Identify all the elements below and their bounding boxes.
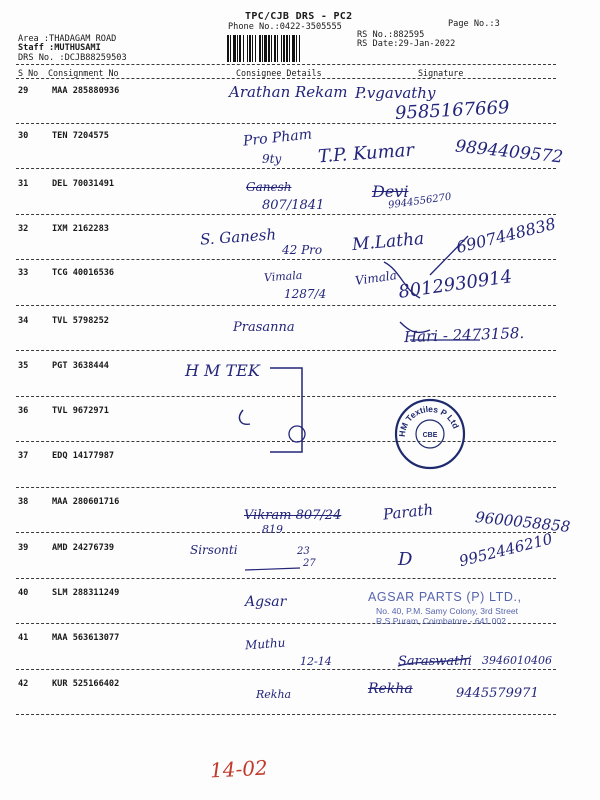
handwritten-date: 14-02 — [209, 755, 269, 783]
barcode-bar — [286, 35, 288, 62]
handwritten-number: 27 — [303, 558, 316, 569]
serial-number: 36 — [18, 406, 29, 416]
rs-date: RS Date:29-Jan-2022 — [357, 39, 456, 49]
page-number: Page No.:3 — [448, 19, 500, 29]
row-divider — [16, 532, 556, 533]
row-divider — [16, 487, 556, 488]
stamp-address-line: R.S.Puram, Coimbatore - 641 002 — [376, 616, 506, 626]
consignment-number: AMD 24276739 — [52, 543, 115, 553]
table-row — [0, 403, 600, 454]
consignment-number: TCG 40016536 — [52, 268, 115, 278]
handwritten-name: Rekha — [256, 688, 292, 701]
handwritten-name: Arathan Rekam — [229, 83, 348, 101]
handwritten-phone: 3946010406 — [482, 654, 552, 667]
handwritten-phone: 8012930914 — [397, 266, 514, 303]
barcode-bar — [237, 35, 238, 62]
barcode-bar — [230, 35, 231, 62]
serial-number: 34 — [18, 316, 29, 326]
handwritten-name: Sirsonti — [190, 543, 238, 557]
barcode-bar — [268, 35, 270, 62]
consignment-number: TVL 9672971 — [52, 406, 109, 416]
handwritten-signature: Vimala — [354, 268, 398, 288]
serial-number: 37 — [18, 451, 29, 461]
company-seal — [393, 397, 467, 471]
handwritten-phone: 9952446210 — [457, 529, 555, 571]
handwritten-name: Muthu — [244, 635, 286, 653]
seal-text: HM Textiles P Ltd — [396, 403, 462, 438]
handwritten-signature: Rekha — [368, 681, 413, 697]
barcode-bar — [252, 35, 253, 62]
sheet-title: TPC/CJB DRS - PC2 — [245, 11, 353, 22]
area-label: Area :THADAGAM ROAD — [18, 34, 117, 44]
handwritten-signature: Hari - 2473158. — [403, 323, 525, 347]
serial-number: 29 — [18, 86, 29, 96]
barcode-bar — [227, 35, 229, 62]
serial-number: 38 — [18, 497, 29, 507]
barcode-bar — [281, 35, 282, 62]
row-divider — [16, 305, 556, 306]
table-row — [0, 451, 600, 499]
serial-number: 35 — [18, 361, 29, 371]
consignment-number: EDQ 14177987 — [52, 451, 115, 461]
handwritten-name: Prasanna — [233, 320, 295, 335]
handwritten-name: Pro Pham — [242, 126, 313, 150]
barcode-bar — [289, 35, 290, 62]
handwritten-signature: Devi — [372, 182, 409, 201]
col-signature: Signature — [418, 68, 464, 78]
serial-number: 32 — [18, 224, 29, 234]
phone-number: Phone No.:0422-3505555 — [228, 22, 342, 32]
handwritten-number: 23 — [297, 546, 310, 557]
consignment-number: MAA 563613077 — [52, 633, 120, 643]
barcode-bar — [271, 35, 272, 62]
serial-number: 39 — [18, 543, 29, 553]
serial-number: 41 — [18, 633, 29, 643]
handwritten-signature: D — [398, 549, 413, 570]
handwritten-signature: Saraswathi — [398, 654, 472, 669]
handwritten-number: 807/1841 — [262, 198, 325, 213]
row-divider — [16, 578, 556, 579]
handwritten-name: Vimala — [263, 268, 303, 285]
barcode-bar — [239, 35, 241, 62]
serial-number: 31 — [18, 179, 29, 189]
handwritten-signature: P.vgavathy — [355, 84, 436, 102]
rs-number: RS No.:882595 — [357, 30, 425, 40]
row-divider — [16, 214, 556, 215]
handwritten-number: 42 Pro — [282, 243, 323, 257]
serial-number: 33 — [18, 268, 29, 278]
serial-number: 40 — [18, 588, 29, 598]
barcode-bar — [283, 35, 285, 62]
barcode-bar — [296, 35, 297, 62]
handwritten-name: Ganesh — [246, 180, 292, 194]
row-divider — [16, 669, 556, 670]
barcode-bar — [233, 35, 236, 62]
serial-number: 30 — [18, 131, 29, 141]
handwritten-number: 819 — [262, 523, 283, 536]
handwritten-phone: 9585167669 — [394, 97, 511, 124]
handwritten-number: 1287/4 — [284, 287, 327, 301]
serial-number: 42 — [18, 679, 29, 689]
col-sno: S No — [18, 68, 39, 78]
company-stamp — [368, 590, 578, 626]
handwritten-phone: 9894409572 — [454, 136, 564, 168]
row-divider — [16, 441, 556, 442]
consignment-number: IXM 2162283 — [52, 224, 109, 234]
barcode-bar — [259, 35, 261, 62]
staff-label: Staff :MUTHUSAMI — [18, 43, 101, 53]
handwritten-signature: M.Latha — [351, 228, 425, 256]
handwritten-phone: 9944556270 — [387, 191, 453, 212]
consignment-number: PGT 3638444 — [52, 361, 109, 371]
handwritten-number: 9ty — [262, 152, 282, 166]
row-divider — [16, 396, 556, 397]
row-divider — [16, 350, 556, 351]
barcode-bar — [249, 35, 251, 62]
row-divider — [16, 123, 556, 124]
barcode-bar — [299, 35, 300, 62]
handwritten-phone: 6907448838 — [454, 213, 558, 258]
barcode-bar — [264, 35, 267, 62]
consignment-number: MAA 285880936 — [52, 86, 120, 96]
stamp-address-line: No. 40, P.M. Samy Colony, 3rd Street — [376, 606, 519, 616]
consignment-number: SLM 288311249 — [52, 588, 120, 598]
consignment-number: DEL 70031491 — [52, 179, 115, 189]
handwritten-name: Agsar — [245, 594, 287, 610]
handwritten-name: H M TEK — [185, 361, 260, 380]
barcode-bar — [262, 35, 263, 62]
col-consignment: Consignment No — [48, 68, 119, 78]
handwritten-signature: T.P. Kumar — [317, 139, 415, 168]
barcode-bar — [277, 35, 278, 62]
drs-number: DRS No. :DCJB88259503 — [18, 53, 127, 63]
barcode-bar — [255, 35, 256, 62]
handwritten-number: 12-14 — [300, 655, 332, 668]
barcode-bar — [292, 35, 295, 62]
row-divider — [16, 714, 556, 715]
handwritten-phone: 9600058858 — [474, 508, 572, 536]
row-divider — [16, 259, 556, 260]
handwritten-phone: 9445579971 — [456, 686, 539, 701]
seal-center-text: CBE — [422, 432, 438, 439]
handwritten-name: Vikram 807/24 — [244, 508, 342, 523]
barcode — [226, 35, 348, 62]
consignment-number: MAA 280601716 — [52, 497, 120, 507]
col-consignee: Consignee Details — [236, 68, 322, 78]
consignment-number: TEN 7204575 — [52, 131, 109, 141]
table-row — [0, 361, 600, 409]
handwritten-signature: Parath — [382, 500, 434, 524]
header-divider — [16, 64, 556, 65]
handwritten-name: S. Ganesh — [199, 225, 277, 249]
barcode-bar — [274, 35, 276, 62]
barcode-bar — [243, 35, 244, 62]
consignment-number: TVL 5798252 — [52, 316, 109, 326]
row-divider — [16, 168, 556, 169]
stamp-company-name: AGSAR PARTS (P) LTD., — [368, 590, 522, 604]
consignment-number: KUR 525166402 — [52, 679, 120, 689]
header-divider — [16, 78, 556, 79]
barcode-bar — [247, 35, 248, 62]
